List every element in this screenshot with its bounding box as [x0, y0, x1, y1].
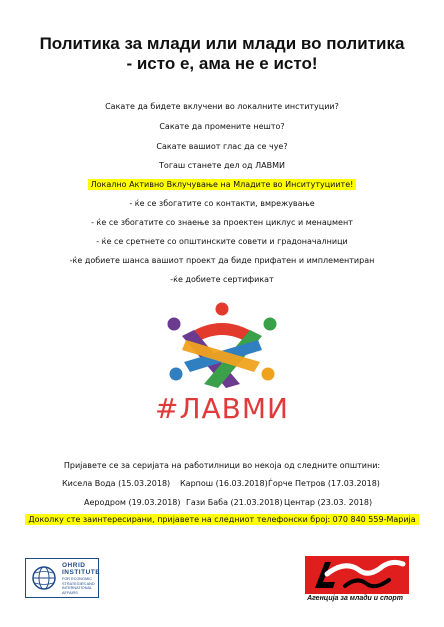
- logo-head-red: [216, 303, 229, 316]
- contact-line: [0, 514, 444, 525]
- benefit-1: - ќе се збогатите со контакти, вмрежување: [129, 199, 315, 208]
- benefit-3: - ќе се сретнете со општинските совети и градоначалници: [96, 237, 348, 246]
- ohrid-subtitle: FOR ECONOMIC STRATEGIES AND INTERNATIONAL AFFAIRS: [62, 577, 95, 595]
- benefit-5: -ќе добиете сертификат: [170, 275, 274, 284]
- logo-head-green: [264, 318, 277, 331]
- question-1: Сакате да бидете вклучени во локалните институции?: [105, 102, 339, 111]
- logo-head-purple: [168, 318, 181, 331]
- benefit-2: - ќе се збогатите со знаење за проектен циклус и менаџмент: [91, 218, 353, 227]
- ohrid-name: OHRID INSTITUTE: [62, 562, 101, 576]
- workshop-aerodrom: Аеродром (19.03.2018): [84, 498, 181, 507]
- workshop-karpos: Карпош (16.03.2018): [180, 479, 268, 488]
- workshop-centar: Центар (23.03. 2018): [284, 498, 373, 507]
- agency-name: Агенција за млади и спорт: [307, 595, 403, 602]
- contact-info: Доколку сте заинтересирани, пријавете на следниот телефонски број: 070 840 559-Марија: [25, 514, 418, 525]
- question-2: Сакате да промените нешто?: [159, 122, 285, 131]
- globe-icon: [31, 565, 57, 591]
- program-name-line: [0, 179, 444, 190]
- title-line-2: - исто е, ама не е исто!: [126, 54, 318, 73]
- title-line-1: Политика за млади или млади во политика: [39, 34, 405, 53]
- question-3: Сакате вашиот глас да се чуе?: [156, 142, 288, 151]
- workshops-intro: Пријавете се за серијата на работилници во некоја од следните општини:: [63, 461, 381, 470]
- agency-youth-sport-logo-icon: [305, 556, 409, 594]
- ohrid-institute-logo: [25, 558, 99, 598]
- lavmi-people-logo-icon: [158, 300, 286, 392]
- hashtag-lavmi: #ЛАВМИ: [155, 392, 289, 425]
- program-name: Локално Активно Вклучување на Младите во Инситутуциите!: [88, 179, 357, 190]
- workshop-kisela-voda: Кисела Вода (15.03.2018): [62, 479, 171, 488]
- question-4: Тогаш станете дел од ЛАВМИ: [159, 161, 285, 170]
- workshop-gjorce-petrov: Ѓорче Петров (17.03.2018): [268, 479, 380, 488]
- workshop-gazi-baba: Гази Баба (21.03.2018): [186, 498, 283, 507]
- logo-head-orange: [262, 368, 275, 381]
- logo-head-blue: [170, 368, 183, 381]
- benefit-4: -ќе добиете шанса вашиот проект да биде прифатен и имплементиран: [69, 256, 375, 265]
